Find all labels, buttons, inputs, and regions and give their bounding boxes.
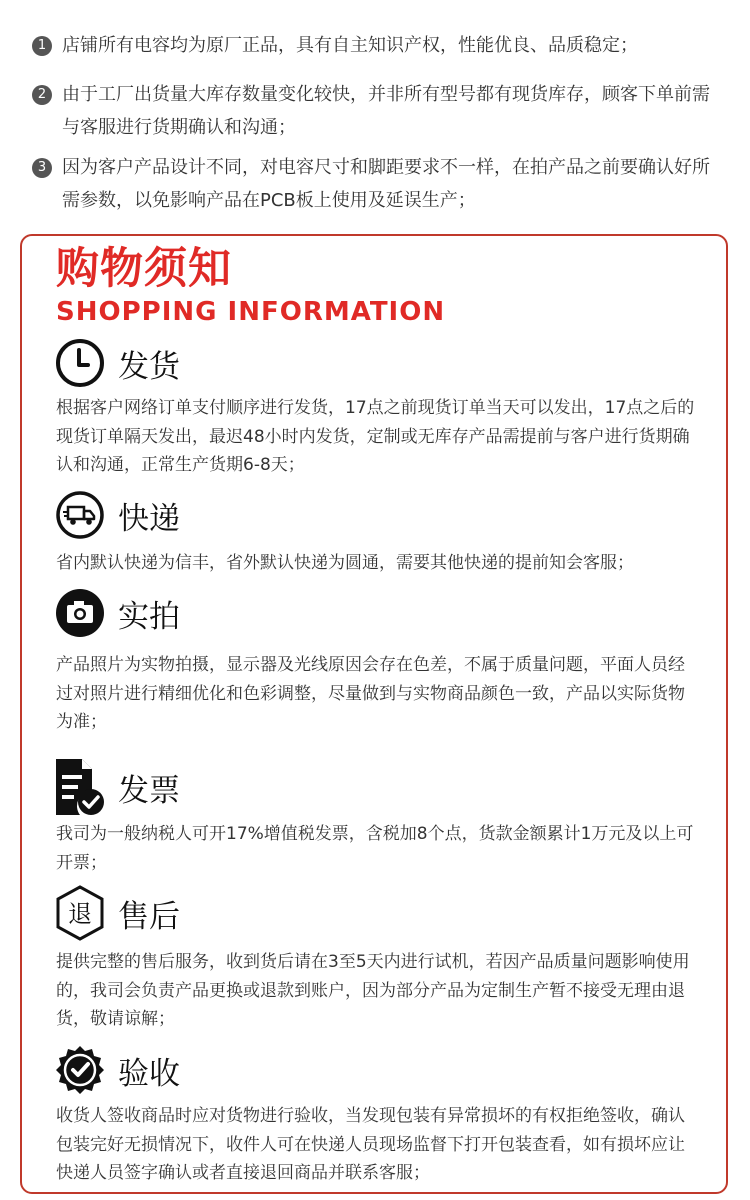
section-title: 发票: [118, 772, 180, 809]
section-express-body: 省内默认快递为信丰，省外默认快递为圆通，需要其他快递的提前知会客服；: [56, 553, 634, 573]
note-number: 2: [32, 85, 52, 105]
section-title: 快递: [118, 500, 180, 537]
section-invoice-header: [54, 757, 180, 817]
svg-text:退: 退: [68, 900, 92, 928]
note-item-1: [32, 33, 722, 62]
note-number: 1: [32, 36, 52, 56]
section-aftersale-header: [54, 884, 180, 942]
camera-icon: [54, 587, 106, 639]
section-shipping-body: 根据客户网络订单支付顺序进行发货，17点之前现货订单当天可以发出，17点之后的现货订单隔天发出，最迟48小时内发货，定制或无库存产品需提前与客户进行货期确认和沟通，正常生产货期6-8天；: [56, 398, 695, 475]
clock-icon: [54, 337, 106, 389]
section-title: 实拍: [118, 598, 180, 635]
note-text: 因为客户产品设计不同，对电容尺寸和脚距要求不一样，在拍产品之前要确认好所需参数，以免影响产品在PCB板上使用及延误生产；: [62, 157, 710, 211]
section-aftersale-body: 提供完整的售后服务，收到货后请在3至5天内进行试机，若因产品质量问题影响使用的，我司会负责产品更换或退款到账户，因为部分产品为定制生产暂不接受无理由退货，敬请谅解；: [56, 952, 690, 1029]
invoice-check-icon: [54, 757, 106, 817]
section-title: 验收: [118, 1055, 180, 1092]
shopping-info-subtitle: SHOPPING INFORMATION: [56, 297, 446, 327]
section-photo-header: [54, 586, 180, 640]
return-hexagon-icon: [54, 884, 106, 942]
note-item-2: [32, 82, 722, 144]
section-inspection-header: [54, 1043, 180, 1097]
note-text: 店铺所有电容均为原厂正品，具有自主知识产权，性能优良、品质稳定；: [62, 35, 638, 56]
section-express-header: [54, 488, 180, 542]
note-item-3: [32, 155, 722, 217]
section-inspection-body: 收货人签收商品时应对货物进行验收，当发现包装有异常损坏的有权拒绝签收，确认包装完好无损情况下，收件人可在快递人员现场监督下打开包装查看，如有损坏应让快递人员签字确认或者直接退回商品并联系客服；: [56, 1106, 685, 1183]
section-photo-body: 产品照片为实物拍摄，显示器及光线原因会存在色差，不属于质量问题，平面人员经过对照片进行精细优化和色彩调整，尽量做到与实物商品颜色一致，产品以实际货物为准；: [56, 655, 685, 732]
section-title: 售后: [118, 898, 180, 935]
shopping-info-title: 购物须知: [56, 244, 232, 294]
section-title: 发货: [118, 348, 180, 385]
verified-badge-icon: [54, 1044, 106, 1096]
delivery-truck-icon: [54, 489, 106, 541]
section-shipping-header: [54, 336, 180, 390]
note-number: 3: [32, 158, 52, 178]
note-text: 由于工厂出货量大库存数量变化较快，并非所有型号都有现货库存，顾客下单前需与客服进行货期确认和沟通；: [62, 84, 710, 138]
section-invoice-body: 我司为一般纳税人可开17%增值税发票，含税加8个点，货款金额累计1万元及以上可开票；: [56, 824, 694, 873]
